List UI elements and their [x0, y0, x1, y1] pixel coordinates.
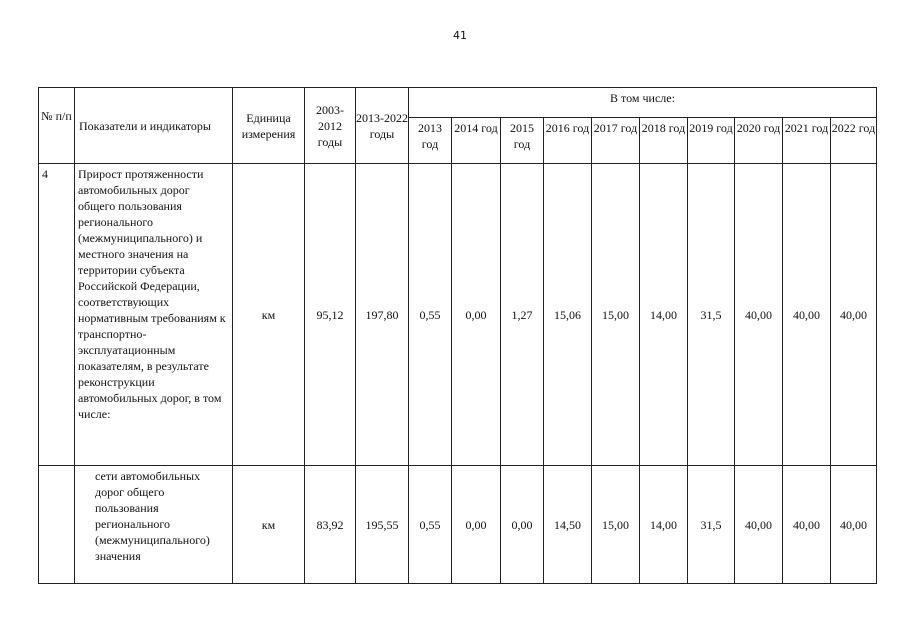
- header-year: 2015 год: [501, 118, 544, 164]
- header-year: 2014 год: [452, 118, 501, 164]
- row-value: 14,00: [640, 164, 688, 466]
- page-number: 41: [453, 29, 467, 42]
- header-num: № п/п: [39, 88, 75, 164]
- row-value: 40,00: [735, 466, 783, 584]
- row-value: 31,5: [688, 164, 735, 466]
- row-period2: 197,80: [356, 164, 409, 466]
- header-year: 2019 год: [688, 118, 735, 164]
- row-value: 0,00: [501, 466, 544, 584]
- header-year: 2013 год: [409, 118, 452, 164]
- row-period1: 83,92: [305, 466, 356, 584]
- header-year: 2018 год: [640, 118, 688, 164]
- header-year: 2021 год: [783, 118, 831, 164]
- row-value: 40,00: [831, 164, 877, 466]
- row-num: 4: [39, 164, 75, 466]
- header-indicators: Показатели и индикаторы: [75, 88, 233, 164]
- row-unit: км: [233, 466, 305, 584]
- row-indicator: сети автомобильных дорог общего пользования регионального (межмуниципального) значения: [75, 466, 233, 584]
- row-value: 0,00: [452, 466, 501, 584]
- row-value: 15,00: [592, 164, 640, 466]
- row-value: 14,50: [544, 466, 592, 584]
- row-value: 0,55: [409, 164, 452, 466]
- row-num: [39, 466, 75, 584]
- row-value: 15,06: [544, 164, 592, 466]
- row-period1: 95,12: [305, 164, 356, 466]
- row-value: 40,00: [831, 466, 877, 584]
- row-value: 1,27: [501, 164, 544, 466]
- row-value: 15,00: [592, 466, 640, 584]
- row-period2: 195,55: [356, 466, 409, 584]
- header-including: В том числе:: [409, 88, 877, 118]
- row-value: 40,00: [735, 164, 783, 466]
- header-year: 2017 год: [592, 118, 640, 164]
- header-year: 2016 год: [544, 118, 592, 164]
- row-value: 14,00: [640, 466, 688, 584]
- row-value: 0,55: [409, 466, 452, 584]
- header-period-2013-2022: 2013-2022 годы: [356, 88, 409, 164]
- row-value: 40,00: [783, 466, 831, 584]
- header-unit: Единица измерения: [233, 88, 305, 164]
- header-period-2003-2012: 2003-2012 годы: [305, 88, 356, 164]
- row-value: 40,00: [783, 164, 831, 466]
- row-indicator: Прирост протяженности автомобильных дорог общего пользования регионального (межмуниципального) и местного значения на территории субъекта Российской Федерации, соответствующих нормативным требованиям к транспортно-эксплуатационным показателям, в результате реконструкции автомобильных дорог, в том числе:: [75, 164, 233, 466]
- header-year: 2020 год: [735, 118, 783, 164]
- table-row: [39, 164, 877, 466]
- table-row: [39, 466, 877, 584]
- row-value: 0,00: [452, 164, 501, 466]
- header-year: 2022 год: [831, 118, 877, 164]
- indicators-table: [38, 87, 877, 584]
- row-unit: км: [233, 164, 305, 466]
- row-value: 31,5: [688, 466, 735, 584]
